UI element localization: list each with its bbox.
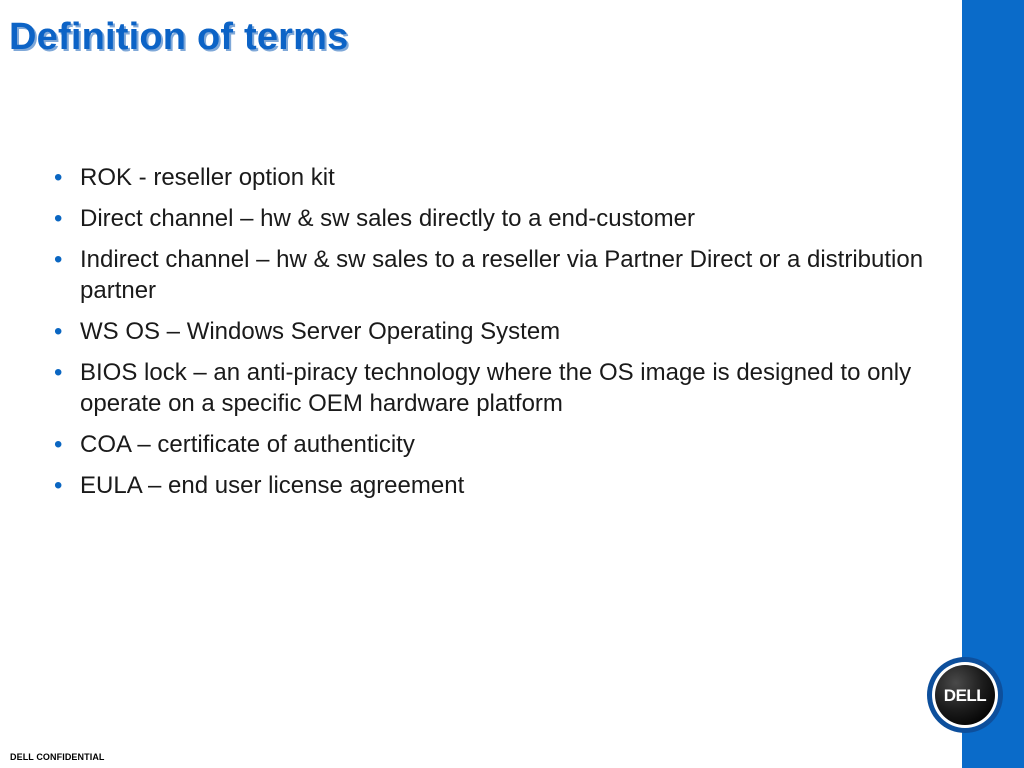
bullet-dot-icon: • <box>54 246 63 273</box>
right-sidebar <box>962 0 1024 768</box>
bullet-item <box>54 316 944 347</box>
logo-text: DELL <box>943 686 987 705</box>
bullet-item <box>54 357 944 419</box>
bullet-dot-icon: • <box>54 164 63 191</box>
bullet-item <box>54 244 944 306</box>
bullet-list <box>54 162 944 511</box>
bullet-text: BIOS lock – an anti-piracy technology where the OS image is designed to only operate on a specific OEM hardware platform <box>80 359 912 417</box>
bullet-dot-icon: • <box>54 359 63 386</box>
bullet-item <box>54 470 944 501</box>
bullet-text: EULA – end user license agreement <box>80 472 465 499</box>
bullet-item <box>54 429 944 460</box>
bullet-text: COA – certificate of authenticity <box>80 431 415 458</box>
bullet-text: Indirect channel – hw & sw sales to a reseller via Partner Direct or a distribution partner <box>80 246 924 304</box>
bullet-text: WS OS – Windows Server Operating System <box>80 318 561 345</box>
bullet-item <box>54 162 944 193</box>
bullet-text: ROK - reseller option kit <box>80 164 335 191</box>
bullet-item <box>54 203 944 234</box>
slide-title: Definition of terms <box>9 16 349 58</box>
bullet-dot-icon: • <box>54 318 63 345</box>
bullet-dot-icon: • <box>54 431 63 458</box>
bullet-text: Direct channel – hw & sw sales directly to a end-customer <box>80 205 695 232</box>
dell-logo-icon <box>926 656 1004 734</box>
bullet-dot-icon: • <box>54 472 63 499</box>
bullet-dot-icon: • <box>54 205 63 232</box>
footer-confidential: DELL CONFIDENTIAL <box>10 752 105 762</box>
